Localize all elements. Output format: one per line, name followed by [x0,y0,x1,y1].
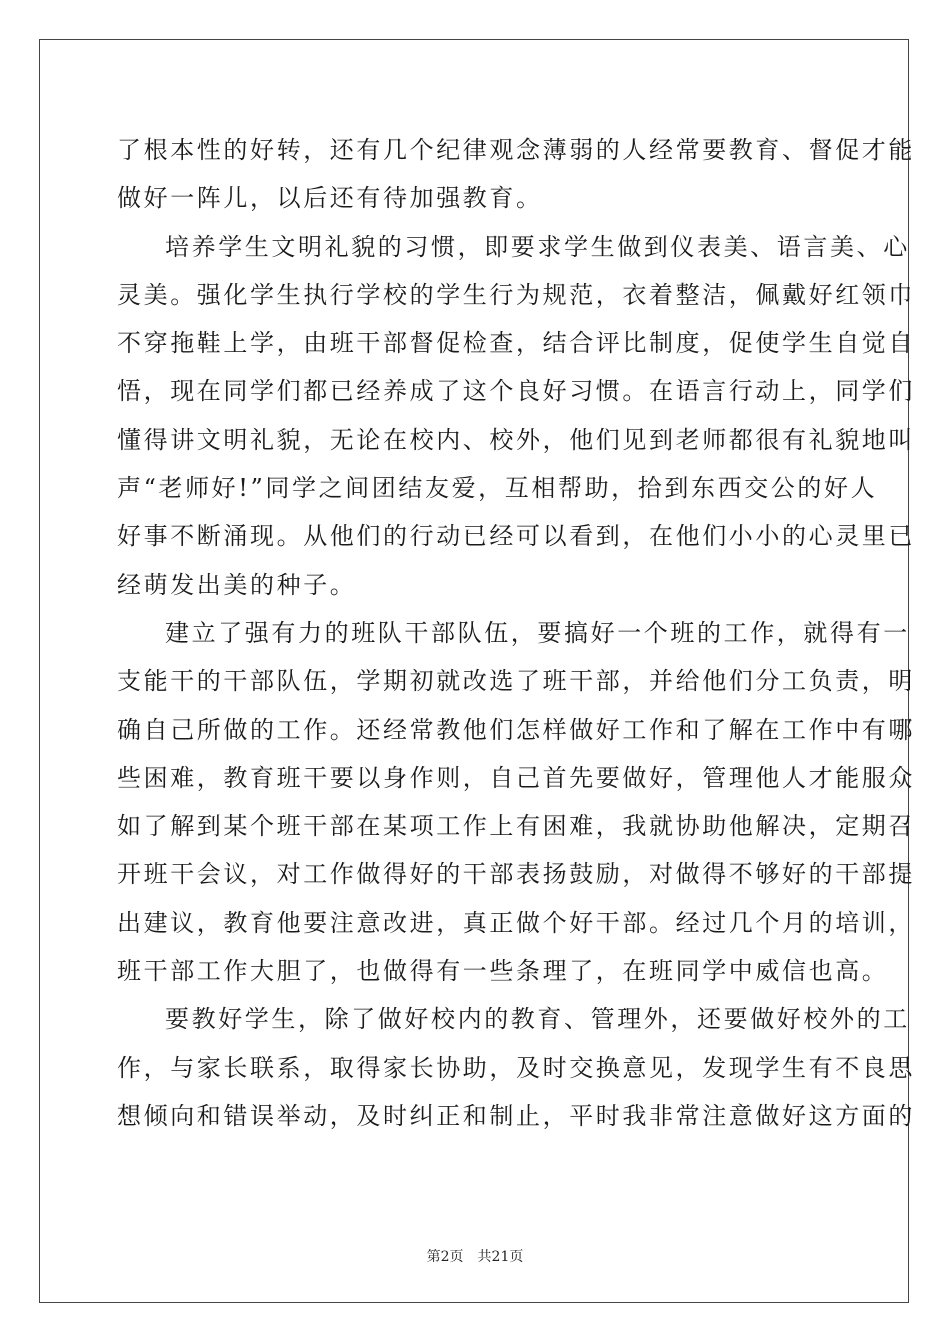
text-line: 想倾向和错误举动，及时纠正和制止，平时我非常注意做好这方面的 [117,1101,915,1130]
text-line: 开班干会议，对工作做得好的干部表扬鼓励，对做得不够好的干部提 [117,860,915,889]
text-line: 声“老师好!”同学之间团结友爱，互相帮助，拾到东西交公的好人 [117,474,878,503]
text-line: 了根本性的好转，还有几个纪律观念薄弱的人经常要教育、督促才能 [117,136,915,164]
text-line: 支能干的干部队伍，学期初就改选了班干部，并给他们分工负责，明 [117,667,915,696]
text-line: 出建议，教育他要注意改进，真正做个好干部。经过几个月的培训， [117,908,915,937]
document-body [117,126,915,1140]
text-line: 如了解到某个班干部在某项工作上有困难，我就协助他解决，定期召 [117,812,915,841]
text-line: 灵美。强化学生执行学校的学生行为规范，衣着整洁，佩戴好红领巾 [117,280,915,309]
text-line: 作，与家长联系，取得家长协助，及时交换意见，发现学生有不良思 [117,1053,915,1082]
text-line: 经萌发出美的种子。 [117,570,357,599]
text-line: 班干部工作大胆了，也做得有一些条理了，在班同学中威信也高。 [117,957,889,986]
paragraph-first-line: 建立了强有力的班队干部队伍，要搞好一个班的工作，就得有一 [165,618,910,647]
paragraph-first-line: 要教好学生，除了做好校内的教育、管理外，还要做好校外的工 [165,1005,910,1034]
text-line: 悟，现在同学们都已经养成了这个良好习惯。在语言行动上，同学们 [117,377,915,406]
paragraph-first-line: 培养学生文明礼貌的习惯，即要求学生做到仪表美、语言美、心 [165,232,910,261]
text-line: 不穿拖鞋上学，由班干部督促检查，结合评比制度，促使学生自觉自 [117,329,915,358]
text-line: 懂得讲文明礼貌，无论在校内、校外，他们见到老师都很有礼貌地叫 [117,425,915,454]
text-line: 好事不断涌现。从他们的行动已经可以看到，在他们小小的心灵里已 [117,522,915,551]
text-line: 做好一阵儿，以后还有待加强教育。 [117,184,543,213]
page-number-footer: 第2页 共21页 [426,1249,524,1265]
text-line: 确自己所做的工作。还经常教他们怎样做好工作和了解在工作中有哪 [117,715,915,744]
text-line: 些困难，教育班干要以身作则，自己首先要做好，管理他人才能服众 [117,763,915,792]
